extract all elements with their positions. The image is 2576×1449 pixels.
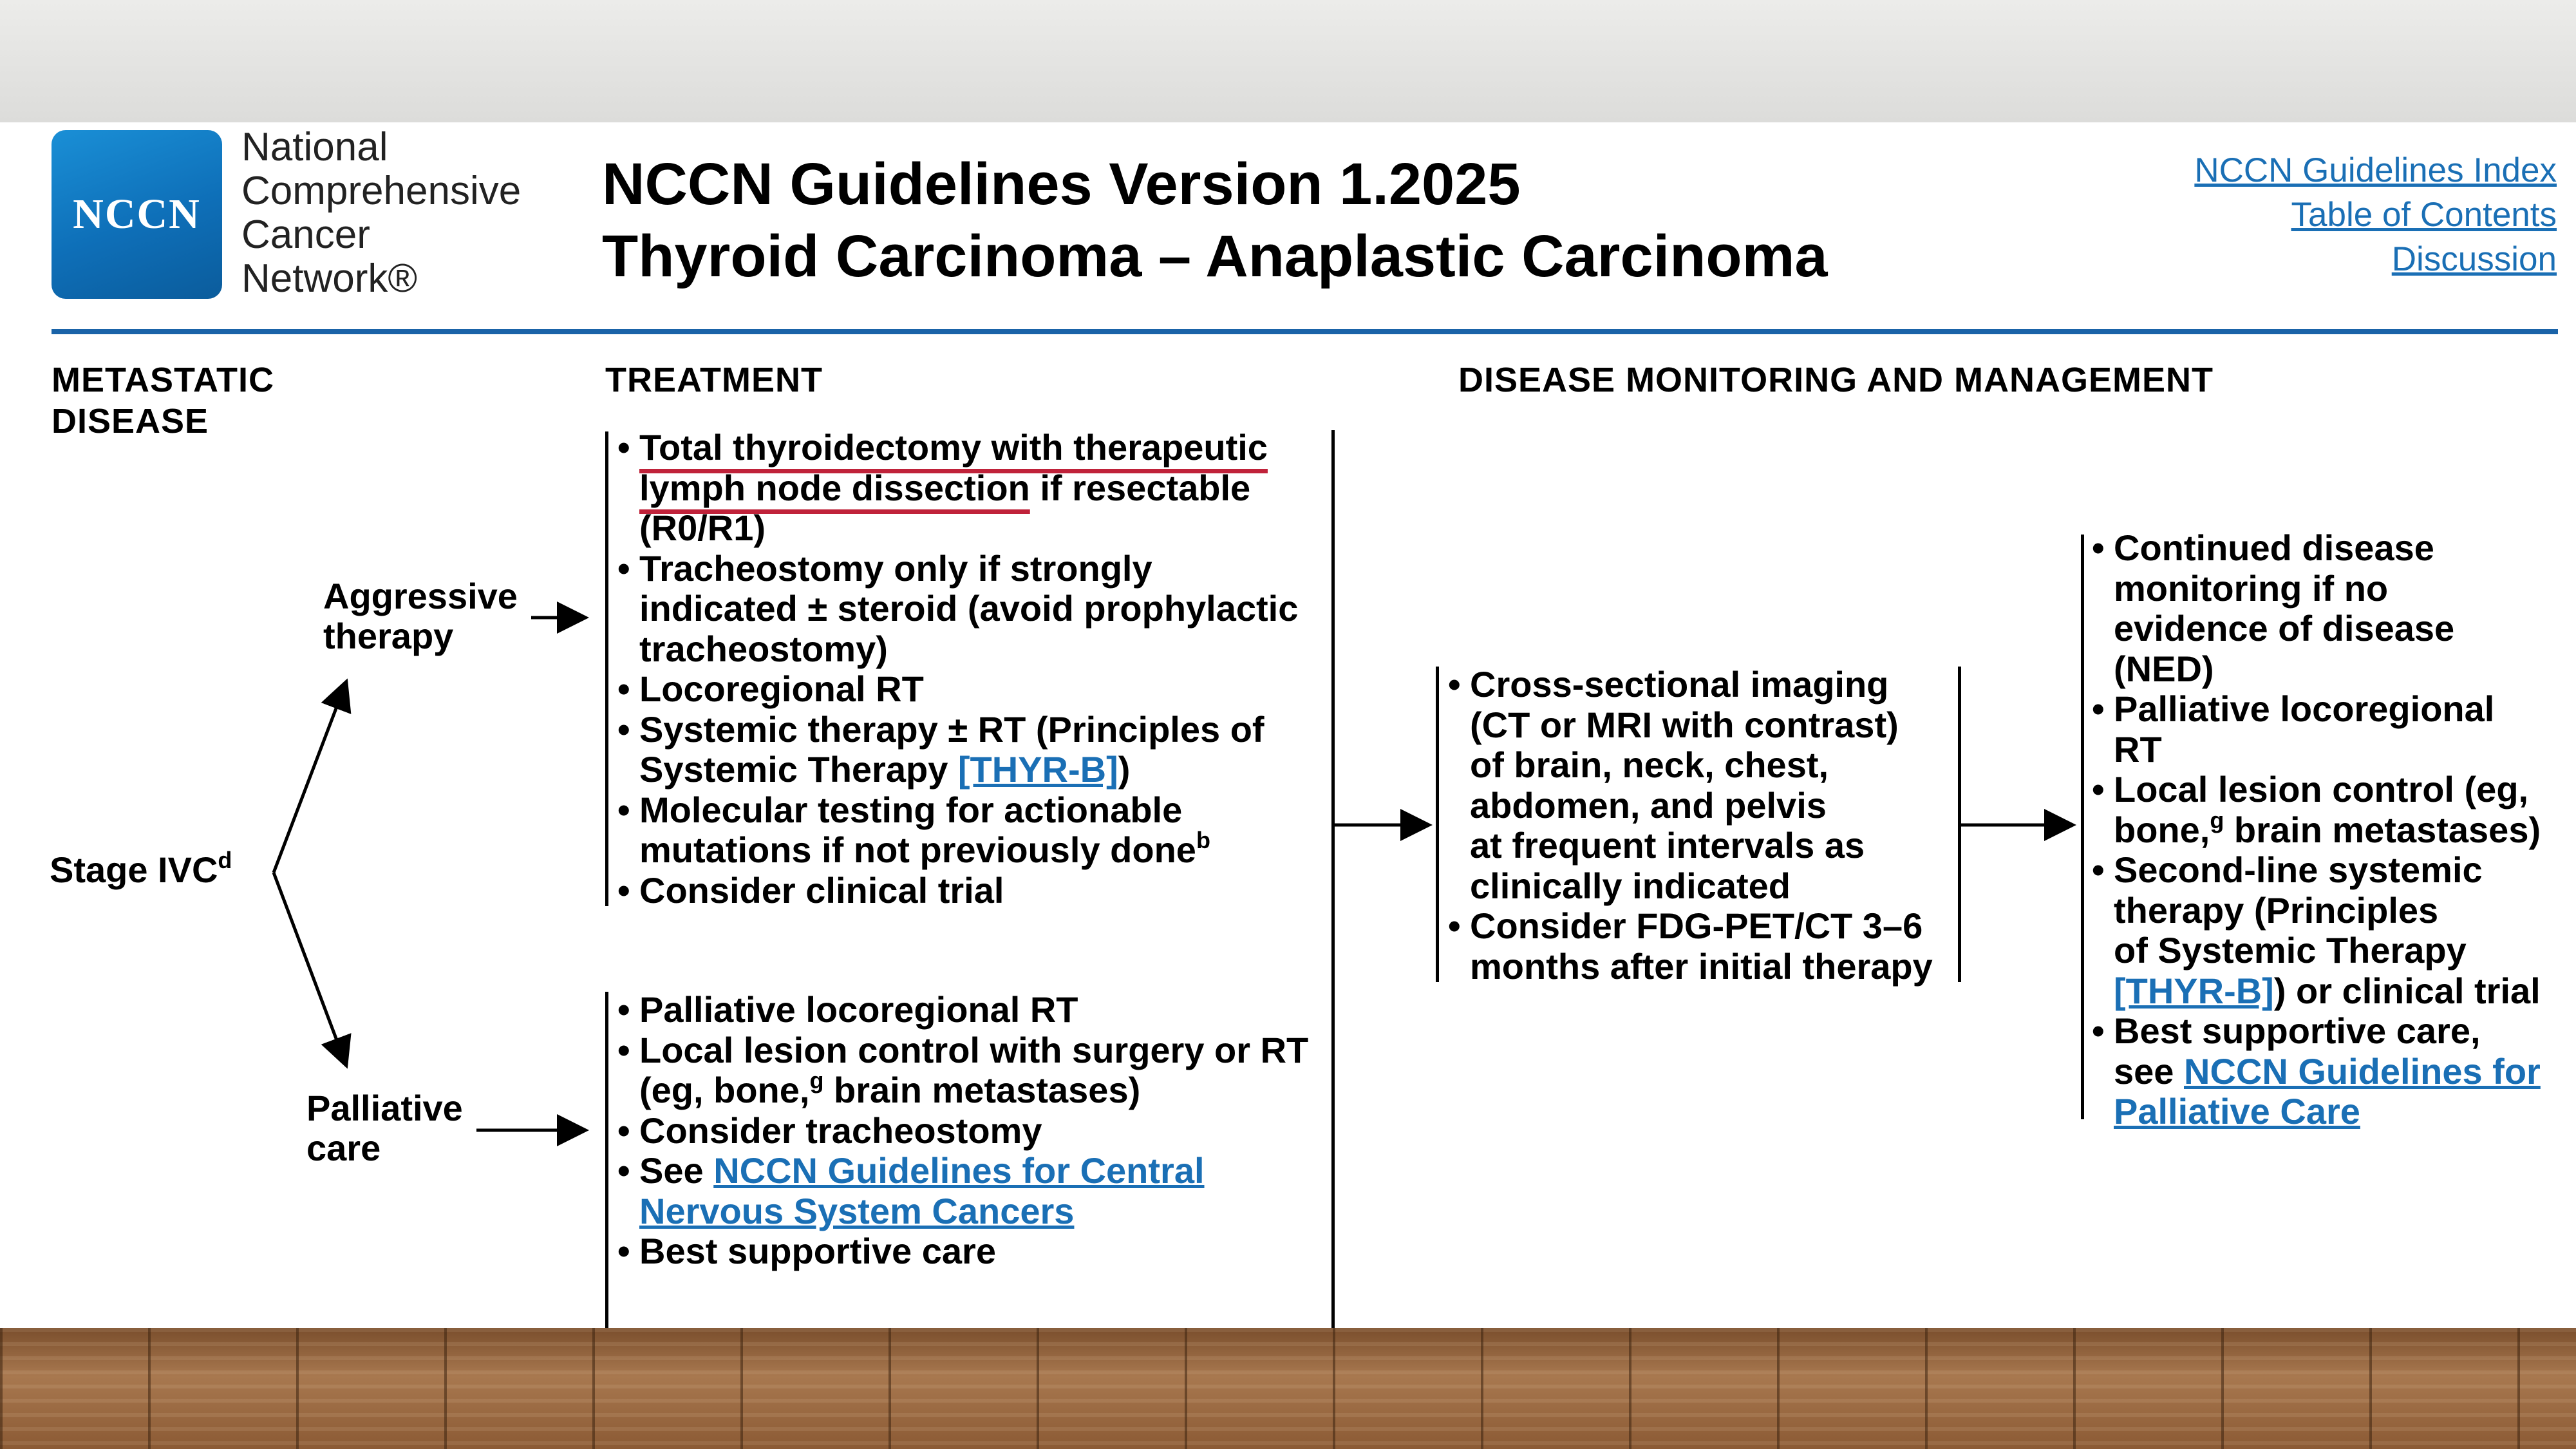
list-item: • Best supportive care, see NCCN Guidelines for Palliative Care <box>2089 1011 2541 1132</box>
organization-name: National Comprehensive Cancer Network® <box>241 125 522 301</box>
list-item: • Second-line systemic therapy (Principles of Systemic Therapy [THYR-B]) or clinical trial <box>2089 850 2541 1011</box>
list-item: • Consider FDG-PET/CT 3–6 months after initial therapy <box>1445 906 1933 987</box>
palliative-treatment-list <box>615 990 1308 1272</box>
thyr-b-link[interactable]: [THYR-B] <box>2114 970 2274 1011</box>
list-item: • Local lesion control with surgery or RT (eg, bone,$^g$ brain metastases) <box>615 1030 1308 1111</box>
table-of-contents-link[interactable]: Table of Contents <box>2291 196 2557 234</box>
title-line-1: NCCN Guidelines Version 1.2025 <box>602 151 1521 217</box>
stage-ivc-label: Stage IVC$^d$ <box>50 847 232 890</box>
guidelines-index-link[interactable]: NCCN Guidelines Index <box>2194 151 2557 189</box>
nccn-logo: NCCN <box>52 130 222 299</box>
list-item: • Locoregional RT <box>615 669 1298 710</box>
monitoring-heading: DISEASE MONITORING AND MANAGEMENT <box>1458 361 2214 399</box>
aggressive-bracket-left <box>605 431 608 906</box>
list-item: • See NCCN Guidelines for Central Nervous System Cancers <box>615 1151 1308 1231</box>
management-bracket-left <box>2081 535 2084 1119</box>
treatment-bracket-right <box>1331 430 1335 1394</box>
header-divider <box>52 329 2558 334</box>
thyr-b-link[interactable]: [THYR-B] <box>957 749 1118 790</box>
monitoring-list <box>1445 665 1933 987</box>
palliative-care-guidelines-link[interactable]: NCCN Guidelines for Palliative Care <box>2114 1050 2541 1132</box>
title-line-2: Thyroid Carcinoma – Anaplastic Carcinoma <box>602 223 1828 289</box>
list-item: • Consider tracheostomy <box>615 1111 1308 1151</box>
list-item: • Local lesion control (eg, bone,$^g$ brain metastases) <box>2089 770 2541 850</box>
monitoring-bracket-left <box>1436 667 1439 982</box>
discussion-link[interactable]: Discussion <box>2391 240 2557 278</box>
nav-links <box>2194 148 2557 281</box>
list-item: • Consider clinical trial <box>615 871 1298 911</box>
list-item: • Total thyroidectomy with therapeutic lymph node dissection if resectable (R0/R1) <box>615 428 1298 549</box>
list-item: • Palliative locoregional RT <box>615 990 1308 1030</box>
list-item: • Continued disease monitoring if no evidence of disease (NED) <box>2089 528 2541 689</box>
management-list <box>2089 528 2541 1132</box>
list-item: • Molecular testing for actionable mutations if not previously done$^b$ <box>615 790 1298 871</box>
top-background-strip <box>0 0 2576 122</box>
slide <box>0 122 2576 1328</box>
page-title <box>602 148 1828 292</box>
list-item: • Palliative locoregional RT <box>2089 689 2541 770</box>
aggressive-therapy-label: Aggressive therapy <box>323 576 518 656</box>
wood-floor-background <box>0 1328 2576 1449</box>
list-item: • Systemic therapy ± RT (Principles of Systemic Therapy [THYR-B]) <box>615 710 1298 790</box>
list-item: • Cross-sectional imaging (CT or MRI with contrast) of brain, neck, chest, abdomen, and pelvis at frequent intervals as clinically indicated <box>1445 665 1933 906</box>
metastatic-disease-heading: METASTATIC DISEASE <box>52 361 274 440</box>
monitoring-bracket-right <box>1958 667 1961 982</box>
list-item: • Best supportive care <box>615 1231 1308 1272</box>
cns-guidelines-link[interactable]: NCCN Guidelines for Central Nervous System Cancers <box>639 1150 1205 1231</box>
palliative-care-label: Palliative care <box>306 1088 463 1168</box>
list-item: • Tracheostomy only if strongly indicated ± steroid (avoid prophylactic tracheostomy) <box>615 549 1298 670</box>
treatment-heading: TREATMENT <box>605 361 823 399</box>
aggressive-treatment-list <box>615 428 1298 911</box>
